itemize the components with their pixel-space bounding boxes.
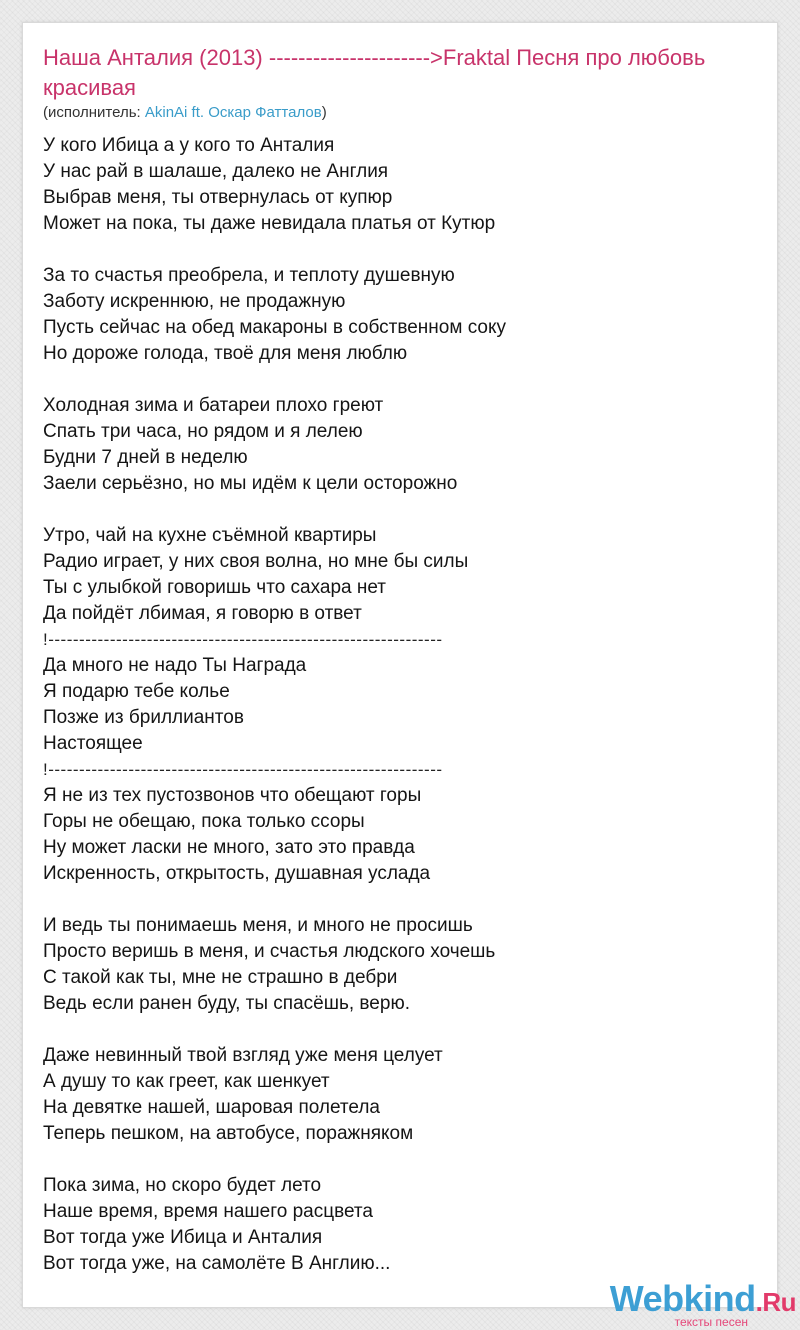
lyric-line: Но дороже голода, твоё для меня люблю [43, 343, 408, 364]
lyric-blank-line [43, 887, 743, 913]
lyric-blank-line [43, 1147, 743, 1173]
lyric-line: На девятке нашей, шаровая полетела [43, 1097, 380, 1118]
lyrics-card [22, 22, 778, 1308]
lyric-divider: !---------------------------------------------------------------- [43, 630, 443, 649]
lyric-line: Да пойдёт лбимая, я говорю в ответ [43, 603, 362, 624]
site-watermark [609, 1278, 796, 1329]
lyric-line: Ведь если ранен буду, ты спасёшь, верю. [43, 993, 410, 1014]
lyric-blank-line [43, 367, 743, 393]
lyric-line: Я подарю тебе колье [43, 681, 230, 702]
lyric-line: Вот тогда уже Ибица и Анталия [43, 1227, 323, 1248]
lyric-line: У нас рай в шалаше, далеко не Англия [43, 161, 389, 182]
lyric-line: Спать три часа, но рядом и я лелею [43, 421, 363, 442]
lyric-line: Я не из тех пустозвонов что обещают горы [43, 785, 422, 806]
lyric-line: Будни 7 дней в неделю [43, 447, 248, 468]
lyric-line: Заели серьёзно, но мы идём к цели осторожно [43, 473, 458, 494]
watermark-tld: .Ru [755, 1287, 796, 1317]
lyric-line: Просто веришь в меня, и счастья людского хочешь [43, 941, 496, 962]
lyric-line: Наше время, время нашего расцвета [43, 1201, 373, 1222]
lyric-line: Позже из бриллиантов [43, 707, 244, 728]
artist-suffix: ) [321, 104, 327, 121]
lyric-blank-line [43, 237, 743, 263]
lyric-line: А душу то как греет, как шенкует [43, 1071, 330, 1092]
lyric-line: Ты с улыбкой говоришь что сахара нет [43, 577, 387, 598]
lyric-line: Холодная зима и батареи плохо греют [43, 395, 384, 416]
lyric-line: Да много не надо Ты Награда [43, 655, 307, 676]
lyric-line: Даже невинный твой взгляд уже меня целует [43, 1045, 443, 1066]
lyrics-text [43, 133, 743, 1277]
lyric-line: За то счастья преобрела, и теплоту душевную [43, 265, 455, 286]
artist-link[interactable]: AkinAi ft. Оскар Фатталов [144, 104, 322, 121]
lyric-blank-line [43, 1017, 743, 1043]
lyric-divider: !---------------------------------------------------------------- [43, 760, 443, 779]
artist-line [43, 103, 327, 123]
lyric-line: Теперь пешком, на автобусе, поражняком [43, 1123, 414, 1144]
watermark-brand: Webkind [609, 1278, 756, 1319]
lyric-line: Утро, чай на кухне съёмной квартиры [43, 525, 377, 546]
lyric-line: Искренность, открытость, душавная услада [43, 863, 431, 884]
lyric-line: Радио играет, у них своя волна, но мне бы силы [43, 551, 469, 572]
lyric-line: Пока зима, но скоро будет лето [43, 1175, 322, 1196]
lyric-line: С такой как ты, мне не страшно в дебри [43, 967, 398, 988]
lyric-line: У кого Ибица а у кого то Анталия [43, 135, 335, 156]
lyric-blank-line [43, 497, 743, 523]
lyric-line: Пусть сейчас на обед макароны в собственном соку [43, 317, 506, 338]
lyric-line: Может на пока, ты даже невидала платья от Кутюр [43, 213, 496, 234]
lyric-line: Настоящее [43, 733, 143, 754]
lyric-line: Выбрав меня, ты отвернулась от купюр [43, 187, 393, 208]
lyric-line: Ну может ласки не много, зато это правда [43, 837, 415, 858]
watermark-tagline: тексты песен [674, 1315, 748, 1329]
song-title: Наша Анталия (2013) ---------------------->Fraktal Песня про любовь красивая [43, 45, 706, 100]
lyric-line: Вот тогда уже, на самолёте В Англию... [43, 1253, 391, 1274]
lyric-line: Заботу искреннюю, не продажную [43, 291, 346, 312]
lyric-line: Горы не обещаю, пока только ссоры [43, 811, 365, 832]
lyric-line: И ведь ты понимаешь меня, и много не просишь [43, 915, 473, 936]
artist-prefix: (исполнитель: [43, 104, 145, 121]
